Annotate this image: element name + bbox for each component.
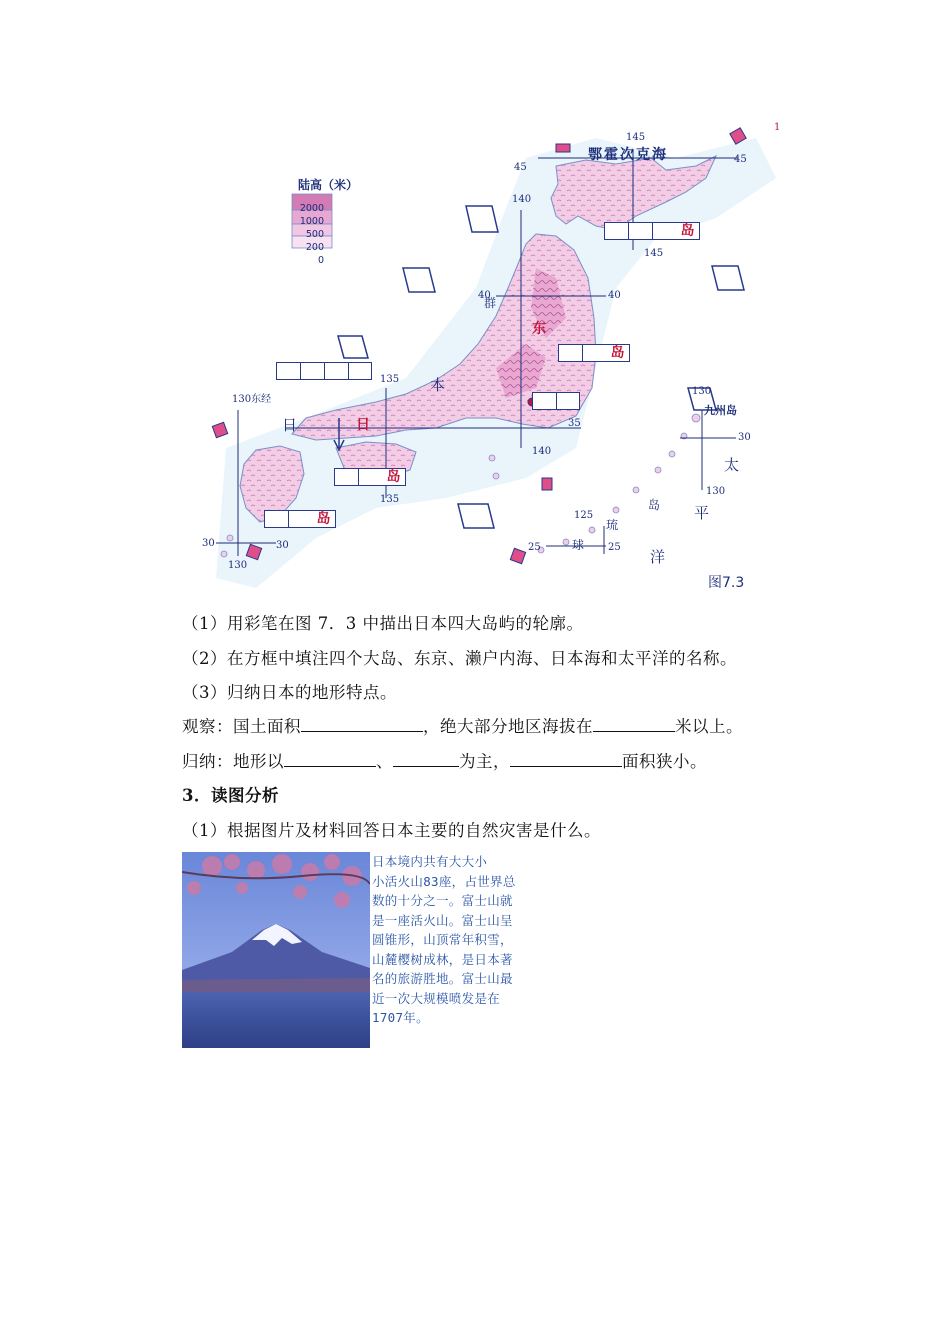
- legend-level-0: 0: [317, 255, 324, 266]
- tokyo-box: [532, 392, 580, 410]
- answer-blank-terrain-1[interactable]: [284, 751, 376, 767]
- japan-sea-box: [276, 362, 372, 380]
- coord-130-east-label: 130东经: [232, 394, 272, 405]
- coord-45-right: 45: [734, 154, 747, 165]
- legend-level-2000: 2000: [299, 203, 324, 214]
- pacific-label-1: 太: [724, 456, 740, 474]
- question-1: （1）用彩笔在图 7．3 中描出日本四大岛屿的轮廓。: [182, 614, 584, 633]
- coord-40-left: 40: [478, 290, 491, 301]
- japan-sea-label-1: 日: [282, 416, 298, 434]
- caption-line: 数的十分之一。富士山就: [372, 893, 513, 908]
- ryukyu-label-3: 岛: [648, 498, 661, 512]
- coord-135-bottom: 135: [380, 494, 400, 505]
- question-2: （2）在方框中填注四个大岛、东京、濑户内海、日本海和太平洋的名称。: [182, 649, 737, 668]
- mount-fuji-image: [182, 852, 370, 1048]
- coord-45-left: 45: [514, 162, 527, 173]
- shikoku-box: 岛: [334, 468, 406, 486]
- coord-40-right: 40: [608, 290, 621, 301]
- coord-130-bottom: 130: [228, 560, 248, 571]
- summary-sep: 、: [376, 752, 393, 771]
- okhotsk-sea-label: 鄂霍次克海: [588, 147, 668, 163]
- answer-blank-area[interactable]: [301, 716, 423, 732]
- hokkaido-box: 岛: [604, 222, 700, 240]
- tokyo-label: 东: [532, 321, 546, 337]
- coord-35: 35: [568, 418, 581, 429]
- summary-label: 归纳：地形以: [182, 752, 284, 771]
- coord-145-top: 145: [626, 132, 646, 143]
- observe-label: 观察：国土面积: [182, 717, 301, 736]
- coord-25-left: 25: [528, 542, 541, 553]
- honshu-box: 岛: [558, 344, 630, 362]
- section-3-heading: 3．读图分析: [182, 786, 279, 805]
- answer-blank-terrain-3[interactable]: [510, 751, 622, 767]
- legend-level-1000: 1000: [299, 216, 324, 227]
- pacific-label-3: 洋: [650, 548, 666, 566]
- honshu-side-label: 群: [484, 296, 497, 310]
- caption-line: 山麓樱树成林，是日本著: [372, 951, 513, 967]
- legend-level-200: 200: [305, 242, 324, 253]
- corner-mark: 1: [774, 122, 781, 133]
- coord-130-right-top: 130: [692, 386, 712, 397]
- answer-blank-altitude[interactable]: [593, 716, 675, 732]
- fuji-caption: [372, 852, 516, 1028]
- kyushu-box: 岛: [264, 510, 336, 528]
- observe-line: [182, 713, 743, 737]
- answer-blank-terrain-2[interactable]: [393, 751, 459, 767]
- observe-mid: ，绝大部分地区海拔在: [423, 717, 593, 736]
- coord-145-bottom: 145: [644, 248, 664, 259]
- ryukyu-label-1: 琉: [606, 518, 619, 532]
- legend-levels: [300, 202, 324, 267]
- legend-title: 陆高（米）: [298, 178, 359, 192]
- figure-label: 图7.3: [708, 575, 745, 591]
- caption-line: 日本境内共有大大小: [372, 854, 488, 869]
- mount-fuji-photo: [182, 852, 370, 1048]
- coord-30-right: 30: [276, 540, 289, 551]
- kyushu-small-label: 九州岛: [704, 404, 737, 417]
- caption-line: 小活火山83座，占世界总: [372, 873, 516, 889]
- coord-130-right-bottom: 130: [706, 486, 726, 497]
- question-3: （3）归纳日本的地形特点。: [182, 683, 397, 702]
- coord-135-top: 135: [380, 374, 400, 385]
- coord-140-top: 140: [512, 194, 532, 205]
- kyoto-label: 日: [356, 417, 370, 433]
- summary-end: 面积狭小。: [622, 752, 707, 771]
- coord-125: 125: [574, 510, 594, 521]
- caption-line: 1707年。: [372, 1010, 429, 1025]
- coord-30-far-right: 30: [738, 432, 751, 443]
- caption-line: 名的旅游胜地。富士山最: [372, 971, 513, 986]
- japan-sea-label-2: 本: [430, 376, 446, 394]
- summary-line: [182, 748, 707, 772]
- observe-end: 米以上。: [675, 717, 743, 736]
- summary-mid: 为主，: [459, 752, 510, 771]
- caption-line: 近一次大规模喷发是在: [372, 990, 501, 1006]
- coord-140-bottom: 140: [532, 446, 552, 457]
- caption-line: 是一座活火山。富士山呈: [372, 912, 513, 928]
- legend-level-500: 500: [305, 229, 324, 240]
- question-3-1: （1）根据图片及材料回答日本主要的自然灾害是什么。: [182, 821, 601, 840]
- japan-map-figure: [196, 118, 786, 596]
- caption-line: 圆锥形，山顶常年积雪，: [372, 932, 513, 947]
- pacific-label-2: 平: [694, 504, 710, 522]
- ryukyu-label-2: 球: [572, 538, 585, 552]
- coord-30-left: 30: [202, 538, 215, 549]
- coord-25-right: 25: [608, 542, 621, 553]
